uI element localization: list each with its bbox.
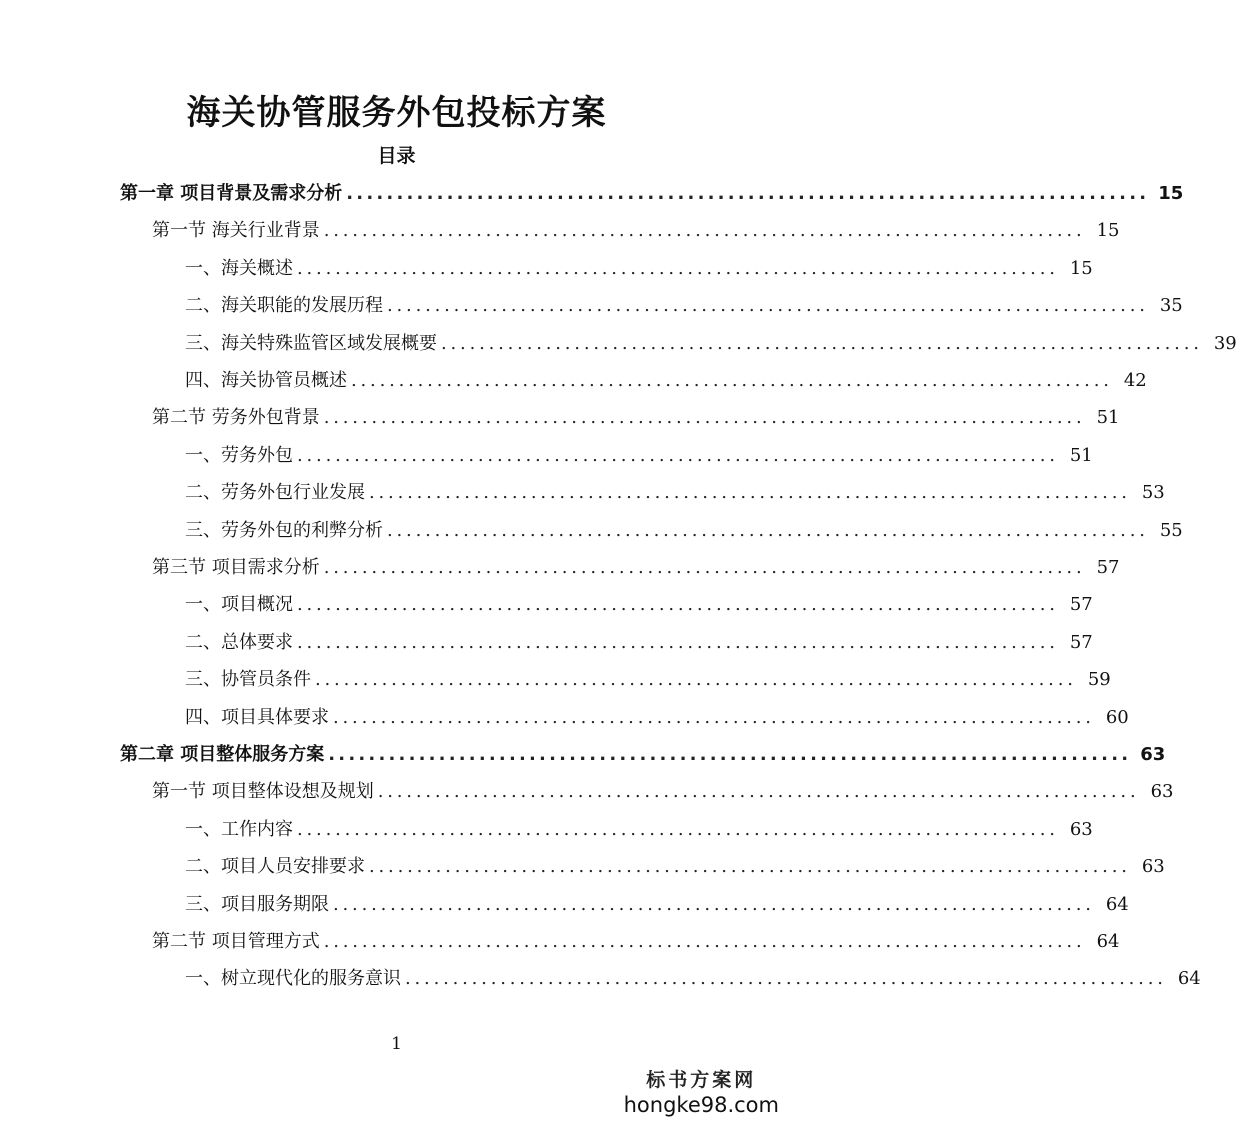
site-watermark-logo <box>624 1068 779 1118</box>
toc-entry-page: 42 <box>1123 370 1147 391</box>
toc-entry-item[interactable] <box>185 665 1111 695</box>
toc-leader-dots: ................................................................................ <box>315 669 1077 690</box>
toc-entry-title: 第一节 海关行业背景 <box>152 220 320 241</box>
toc-entry-item[interactable] <box>185 254 1093 284</box>
toc-entry-page: 63 <box>1069 819 1093 840</box>
toc-entry-item[interactable] <box>185 441 1093 471</box>
toc-leader-dots: ................................................................................ <box>297 258 1059 279</box>
toc-entry-chapter[interactable] <box>120 740 1166 770</box>
toc-entry-page: 63 <box>1150 781 1174 802</box>
toc-entry-chapter[interactable] <box>120 179 1184 209</box>
toc-entry-page: 63 <box>1140 744 1166 765</box>
toc-entry-title: 三、协管员条件 <box>185 669 311 690</box>
toc-leader-dots: ................................................................................ <box>377 781 1140 802</box>
toc-leader-dots: ................................................................................ <box>323 220 1086 241</box>
toc-leader-dots: ................................................................................ <box>441 333 1203 354</box>
toc-entry-page: 15 <box>1069 258 1093 279</box>
toc-leader-dots: ................................................................................ <box>369 856 1131 877</box>
toc-entry-page: 57 <box>1096 557 1120 578</box>
toc-entry-section[interactable] <box>152 553 1120 583</box>
toc-leader-dots: ................................................................................ <box>323 407 1086 428</box>
toc-entry-item[interactable] <box>185 890 1129 920</box>
toc-entry-item[interactable] <box>185 478 1165 508</box>
toc-entry-page: 57 <box>1069 632 1093 653</box>
toc-entry-title: 三、海关特殊监管区域发展概要 <box>185 333 437 354</box>
toc-entry-title: 一、海关概述 <box>185 258 293 279</box>
toc-entry-title: 第二节 项目管理方式 <box>152 931 320 952</box>
toc-leader-dots: ................................................................................ <box>387 520 1149 541</box>
toc-entry-section[interactable] <box>152 927 1120 957</box>
toc-entry-title: 二、海关职能的发展历程 <box>185 295 383 316</box>
toc-entry-title: 一、工作内容 <box>185 819 293 840</box>
toc-entry-item[interactable] <box>185 964 1201 994</box>
toc-entry-title: 一、项目概况 <box>185 594 293 615</box>
toc-entry-item[interactable] <box>185 852 1165 882</box>
toc-entry-title: 第一节 项目整体设想及规划 <box>152 781 374 802</box>
toc-entry-title: 第三节 项目需求分析 <box>152 557 320 578</box>
toc-leader-dots: ................................................................................ <box>333 707 1095 728</box>
toc-entry-title: 第二节 劳务外包背景 <box>152 407 320 428</box>
toc-entry-item[interactable] <box>185 815 1093 845</box>
toc-entry-title: 一、树立现代化的服务意识 <box>185 968 401 989</box>
toc-entry-page: 60 <box>1105 707 1129 728</box>
toc-entry-title: 三、项目服务期限 <box>185 894 329 915</box>
toc-leader-dots: ................................................................................ <box>351 370 1113 391</box>
toc-entry-title: 二、劳务外包行业发展 <box>185 482 365 503</box>
toc-entry-section[interactable] <box>152 403 1120 433</box>
toc-entry-title: 第二章 项目整体服务方案 <box>120 744 325 765</box>
toc-leader-dots: ................................................................................ <box>297 632 1059 653</box>
toc-leader-dots: ................................................................................ <box>323 931 1086 952</box>
toc-leader-dots: ................................................................................ <box>297 594 1059 615</box>
toc-leader-dots: ................................................................................ <box>387 295 1149 316</box>
toc-entry-item[interactable] <box>185 628 1093 658</box>
toc-entry-page: 53 <box>1141 482 1165 503</box>
toc-entry-page: 15 <box>1158 183 1184 204</box>
toc-entry-title: 二、项目人员安排要求 <box>185 856 365 877</box>
toc-entry-title: 四、海关协管员概述 <box>185 370 347 391</box>
toc-entry-title: 四、项目具体要求 <box>185 707 329 728</box>
toc-entry-title: 一、劳务外包 <box>185 445 293 466</box>
toc-leader-dots: ................................................................................ <box>333 894 1095 915</box>
toc-entry-page: 51 <box>1096 407 1120 428</box>
toc-heading: 目录 <box>377 145 416 167</box>
toc-entry-page: 35 <box>1159 295 1183 316</box>
toc-entry-page: 39 <box>1213 333 1237 354</box>
toc-entry-title: 第一章 项目背景及需求分析 <box>120 183 343 204</box>
toc-entry-item[interactable] <box>185 329 1237 359</box>
toc-entry-page: 64 <box>1105 894 1129 915</box>
toc-entry-item[interactable] <box>185 291 1183 321</box>
toc-entry-page: 55 <box>1159 520 1183 541</box>
toc-leader-dots: ................................................................................ <box>297 445 1059 466</box>
toc-entry-title: 三、劳务外包的利弊分析 <box>185 520 383 541</box>
toc-entry-item[interactable] <box>185 703 1129 733</box>
toc-leader-dots: ................................................................................ <box>405 968 1167 989</box>
toc-entry-page: 57 <box>1069 594 1093 615</box>
toc-entry-section[interactable] <box>152 777 1174 807</box>
page-number: 1 <box>391 1034 402 1054</box>
toc-leader-dots: ................................................................................ <box>297 819 1059 840</box>
toc-entry-page: 51 <box>1069 445 1093 466</box>
toc-entry-item[interactable] <box>185 590 1093 620</box>
toc-entry-section[interactable] <box>152 216 1120 246</box>
toc-entry-item[interactable] <box>185 516 1183 546</box>
toc-entry-title: 二、总体要求 <box>185 632 293 653</box>
toc-leader-dots: ................................................................................ <box>346 183 1150 204</box>
toc-entry-page: 64 <box>1177 968 1201 989</box>
toc-entry-page: 15 <box>1096 220 1120 241</box>
toc-leader-dots: ................................................................................ <box>369 482 1131 503</box>
watermark-url-text: hongke98.com <box>623 1093 779 1117</box>
toc-entry-page: 63 <box>1141 856 1165 877</box>
toc-leader-dots: ................................................................................ <box>323 557 1086 578</box>
toc-entry-page: 64 <box>1096 931 1120 952</box>
toc-entry-page: 59 <box>1087 669 1111 690</box>
watermark-cn-text: 标书方案网 <box>646 1069 757 1091</box>
document-title: 海关协管服务外包投标方案 <box>186 93 607 133</box>
toc-entry-item[interactable] <box>185 366 1147 396</box>
toc-leader-dots: ................................................................................ <box>328 744 1132 765</box>
